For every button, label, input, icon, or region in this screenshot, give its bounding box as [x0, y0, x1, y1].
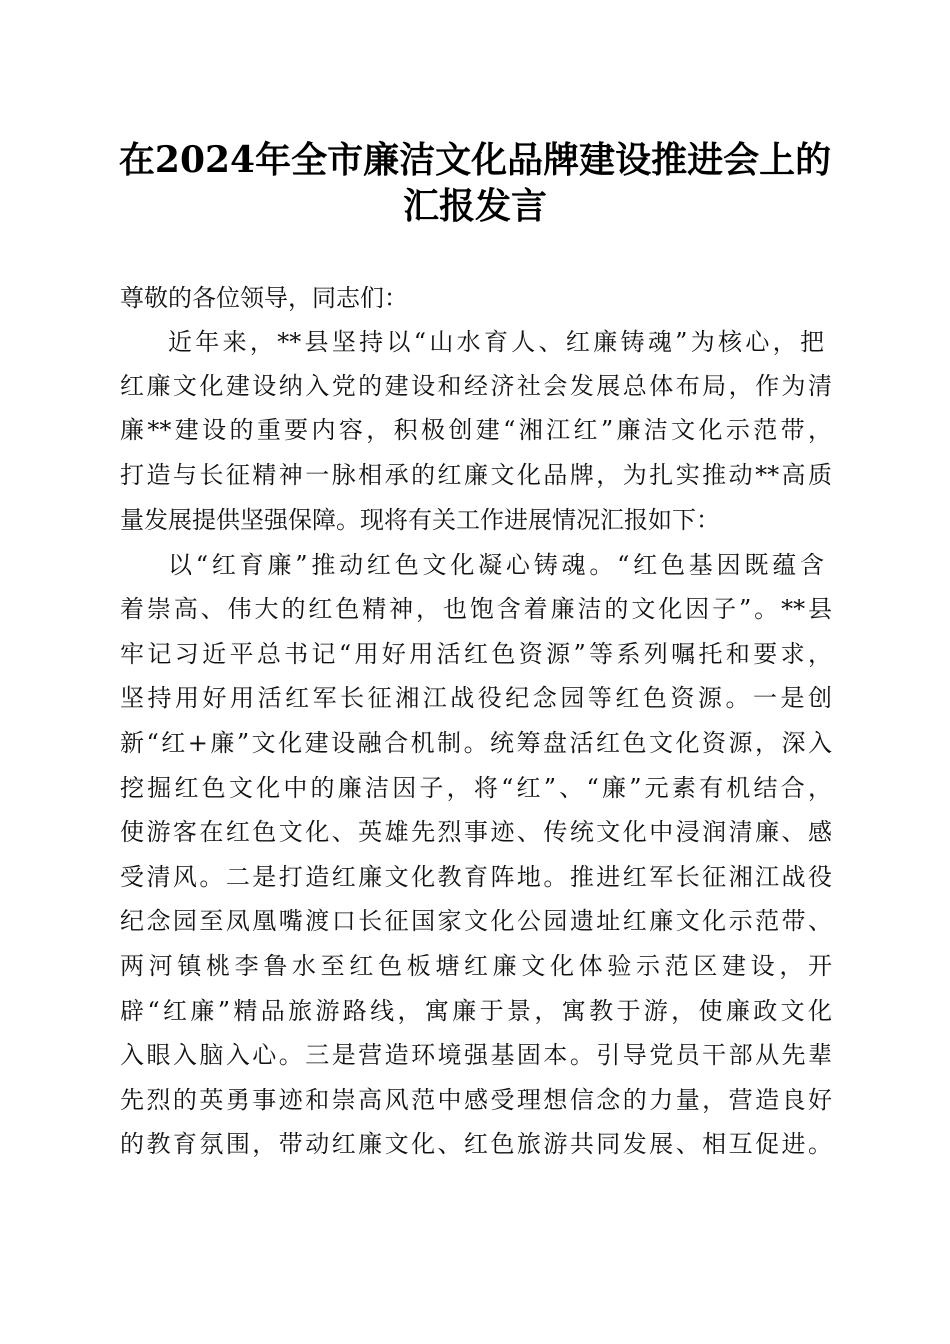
paragraph-line: 挖掘红色文化中的廉洁因子，将“红”、“廉”元素有机结合，: [120, 774, 832, 802]
paragraph-line: 近年来，**县坚持以“山水育人、红廉铸魂”为核心，把: [168, 328, 824, 356]
paragraph-line: 入眼入脑入心。三是营造环境强基固本。引导党员干部从先辈: [120, 1041, 832, 1069]
paragraph-line: 以“红育廉”推动红色文化凝心铸魂。“红色基因既蕴含: [168, 551, 824, 579]
paragraph-line: 使游客在红色文化、英雄先烈事迹、传统文化中浸润清廉、感: [120, 818, 832, 846]
paragraph-line: 牢记习近平总书记“用好用活红色资源”等系列嘱托和要求，: [120, 640, 832, 668]
paragraph-line: 纪念园至凤凰嘴渡口长征国家文化公园遗址红廉文化示范带、: [120, 907, 832, 935]
document-title-line-1: 在2024年全市廉洁文化品牌建设推进会上的: [118, 139, 832, 181]
paragraph-line: 打造与长征精神一脉相承的红廉文化品牌，为扎实推动**高质: [120, 461, 832, 489]
paragraph-line: 的教育氛围，带动红廉文化、红色旅游共同发展、相互促进。: [120, 1130, 832, 1158]
paragraph-line: 红廉文化建设纳入党的建设和经济社会发展总体布局，作为清: [120, 372, 832, 400]
paragraph-line: 廉**建设的重要内容，积极创建“湘江红”廉洁文化示范带，: [120, 416, 832, 444]
paragraph-line: 着崇高、伟大的红色精神，也饱含着廉洁的文化因子”。**县: [120, 595, 832, 623]
paragraph-line: 量发展提供坚强保障。现将有关工作进展情况汇报如下：: [120, 506, 720, 534]
document-title-line-2: 汇报发言: [402, 185, 547, 227]
paragraph-line: 先烈的英勇事迹和崇高风范中感受理想信念的力量，营造良好: [120, 1086, 832, 1114]
paragraph-line: 坚持用好用活红军长征湘江战役纪念园等红色资源。一是创: [120, 684, 832, 712]
paragraph-line: 辟“红廉”精品旅游路线，寓廉于景，寓教于游，使廉政文化: [120, 997, 832, 1025]
paragraph-line: 受清风。二是打造红廉文化教育阵地。推进红军长征湘江战役: [120, 863, 832, 891]
salutation: 尊敬的各位领导，同志们：: [120, 284, 408, 312]
paragraph-line: 新“红+廉”文化建设融合机制。统筹盘活红色文化资源，深入: [120, 729, 832, 757]
paragraph-line: 两河镇桃李鲁水至红色板塘红廉文化体验示范区建设，开: [120, 952, 832, 980]
